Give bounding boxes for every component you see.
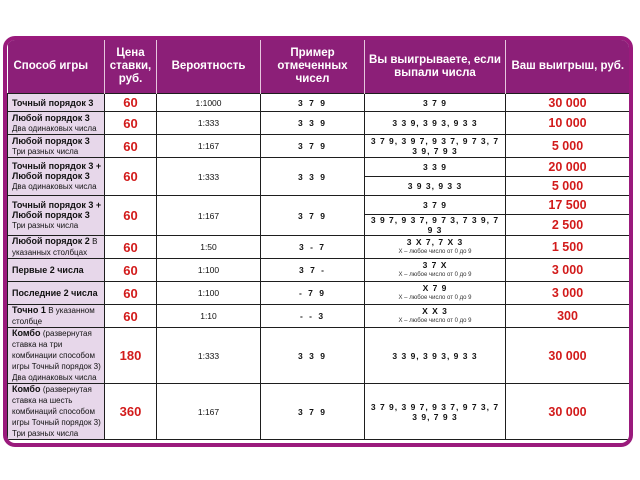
table-row bbox=[8, 135, 630, 158]
probability-cell: 1:333 bbox=[157, 158, 261, 196]
header-win-condition: Вы выигрываете, если выпали числа bbox=[365, 40, 506, 94]
price-cell: 60 bbox=[105, 236, 157, 259]
bet-table bbox=[7, 40, 630, 440]
win-numbers: 3 X 7, 7 X 3 bbox=[406, 237, 464, 247]
prize-cell: 17 500 bbox=[506, 196, 630, 215]
method-name: Точный порядок 3 + Любой порядок 3 bbox=[12, 200, 102, 220]
method-name: Точно 1 bbox=[12, 305, 46, 315]
win-cell bbox=[365, 177, 506, 196]
method-sub: В указанном столбце bbox=[12, 306, 95, 326]
win-numbers: X X 3 bbox=[422, 306, 448, 316]
prize-cell: 5 000 bbox=[506, 135, 630, 158]
prize-cell: 5 000 bbox=[506, 177, 630, 196]
method-cell bbox=[8, 259, 105, 282]
method-name: Комбо bbox=[12, 384, 41, 394]
probability-cell: 1:50 bbox=[157, 236, 261, 259]
prize-cell: 1 500 bbox=[506, 236, 630, 259]
method-name: Последние 2 числа bbox=[12, 288, 98, 298]
win-cell bbox=[365, 196, 506, 215]
win-note: X – любое число от 0 до 9 bbox=[398, 249, 472, 255]
price-cell: 60 bbox=[105, 305, 157, 328]
example-cell: - - 3 bbox=[261, 305, 365, 328]
table-row bbox=[8, 384, 630, 440]
example-cell: 3 7 9 bbox=[261, 135, 365, 158]
price-cell: 360 bbox=[105, 384, 157, 440]
method-name: Первые 2 числа bbox=[12, 265, 84, 275]
price-cell: 60 bbox=[105, 158, 157, 196]
example-cell: 3 3 9 bbox=[261, 328, 365, 384]
table-row bbox=[8, 158, 630, 177]
method-name: Любой порядок 3 bbox=[12, 135, 90, 146]
table-row bbox=[8, 94, 630, 112]
method-cell bbox=[8, 282, 105, 305]
example-cell: 3 7 9 bbox=[261, 384, 365, 440]
probability-cell: 1:167 bbox=[157, 135, 261, 158]
table-row bbox=[8, 259, 630, 282]
method-cell bbox=[8, 305, 105, 328]
method-sub: В указанных столбцах bbox=[12, 237, 98, 257]
header-row bbox=[8, 40, 630, 94]
win-cell bbox=[365, 384, 506, 440]
price-cell: 60 bbox=[105, 196, 157, 236]
price-cell: 60 bbox=[105, 135, 157, 158]
method-sub: (развернутая ставка на три комбинации способом игры Точный порядок 3) Два одинаковых числа bbox=[12, 329, 101, 382]
method-sub: Два одинаковых числа bbox=[12, 123, 97, 133]
prize-cell: 2 500 bbox=[506, 215, 630, 236]
method-name: Точный порядок 3 + Любой порядок 3 bbox=[12, 161, 102, 181]
table-row bbox=[8, 305, 630, 328]
win-cell bbox=[365, 282, 506, 305]
prize-cell: 3 000 bbox=[506, 282, 630, 305]
price-cell: 60 bbox=[105, 259, 157, 282]
method-name: Любой порядок 3 bbox=[12, 112, 90, 123]
example-cell: 3 3 9 bbox=[261, 112, 365, 135]
prize-cell: 20 000 bbox=[506, 158, 630, 177]
example-cell: - 7 9 bbox=[261, 282, 365, 305]
win-numbers: 3 9 7, 9 3 7, 9 7 3, 7 3 9, 7 9 3 bbox=[370, 215, 500, 235]
price-cell: 60 bbox=[105, 282, 157, 305]
example-cell: 3 7 - bbox=[261, 259, 365, 282]
header-method: Способ игры bbox=[8, 40, 105, 94]
example-cell: 3 7 9 bbox=[261, 196, 365, 236]
bet-table-frame bbox=[3, 36, 633, 447]
price-cell: 60 bbox=[105, 94, 157, 112]
table-row bbox=[8, 282, 630, 305]
method-cell bbox=[8, 158, 105, 196]
method-cell bbox=[8, 328, 105, 384]
win-note: X – любое число от 0 до 9 bbox=[398, 318, 472, 324]
method-cell bbox=[8, 196, 105, 236]
example-cell: 3 3 9 bbox=[261, 158, 365, 196]
method-sub: Три разных числа bbox=[12, 221, 79, 230]
win-cell bbox=[365, 158, 506, 177]
win-numbers: 3 7 X bbox=[422, 260, 448, 270]
method-cell bbox=[8, 94, 105, 112]
probability-cell: 1:167 bbox=[157, 196, 261, 236]
header-probability: Вероятность bbox=[157, 40, 261, 94]
probability-cell: 1:167 bbox=[157, 384, 261, 440]
header-example: Пример отмеченных чисел bbox=[261, 40, 365, 94]
method-cell bbox=[8, 112, 105, 135]
win-numbers: 3 7 9 bbox=[423, 200, 447, 210]
method-name: Любой порядок 2 bbox=[12, 236, 90, 246]
prize-cell: 30 000 bbox=[506, 94, 630, 112]
win-cell bbox=[365, 328, 506, 384]
method-sub: (развернутая ставка на шесть комбинаций способом игры Точный порядок 3) Три разных числа bbox=[12, 385, 101, 438]
prize-cell: 3 000 bbox=[506, 259, 630, 282]
probability-cell: 1:100 bbox=[157, 259, 261, 282]
probability-cell: 1:100 bbox=[157, 282, 261, 305]
win-cell bbox=[365, 215, 506, 236]
method-cell bbox=[8, 384, 105, 440]
win-numbers: 3 9 3, 9 3 3 bbox=[407, 181, 463, 191]
method-sub: Два одинаковых числа bbox=[12, 182, 97, 191]
method-name: Комбо bbox=[12, 328, 41, 338]
header-prize: Ваш выигрыш, руб. bbox=[506, 40, 630, 94]
price-cell: 60 bbox=[105, 112, 157, 135]
win-note: X – любое число от 0 до 9 bbox=[398, 295, 472, 301]
probability-cell: 1:10 bbox=[157, 305, 261, 328]
prize-cell: 30 000 bbox=[506, 384, 630, 440]
method-name: Точный порядок 3 bbox=[12, 97, 94, 108]
example-cell: 3 7 9 bbox=[261, 94, 365, 112]
win-cell bbox=[365, 236, 506, 259]
prize-cell: 30 000 bbox=[506, 328, 630, 384]
probability-cell: 1:333 bbox=[157, 328, 261, 384]
win-cell bbox=[365, 94, 506, 112]
win-note: X – любое число от 0 до 9 bbox=[398, 272, 472, 278]
probability-cell: 1:1000 bbox=[157, 94, 261, 112]
method-cell bbox=[8, 135, 105, 158]
method-sub: Три разных числа bbox=[12, 146, 79, 156]
win-cell bbox=[365, 112, 506, 135]
win-cell bbox=[365, 135, 506, 158]
win-numbers: 3 7 9, 3 9 7, 9 3 7, 9 7 3, 7 3 9, 7 9 3 bbox=[370, 136, 500, 156]
table-row bbox=[8, 196, 630, 215]
prize-cell: 10 000 bbox=[506, 112, 630, 135]
method-cell bbox=[8, 236, 105, 259]
win-numbers: 3 3 9, 3 9 3, 9 3 3 bbox=[392, 350, 478, 361]
example-cell: 3 - 7 bbox=[261, 236, 365, 259]
probability-cell: 1:333 bbox=[157, 112, 261, 135]
table-row bbox=[8, 328, 630, 384]
prize-cell: 300 bbox=[506, 305, 630, 328]
win-cell bbox=[365, 259, 506, 282]
win-numbers: X 7 9 bbox=[422, 283, 448, 293]
price-cell: 180 bbox=[105, 328, 157, 384]
win-numbers: 3 3 9 bbox=[423, 162, 447, 172]
win-numbers: 3 7 9 bbox=[423, 97, 447, 108]
table-row bbox=[8, 112, 630, 135]
win-numbers: 3 3 9, 3 9 3, 9 3 3 bbox=[392, 118, 478, 128]
table-row bbox=[8, 236, 630, 259]
win-cell bbox=[365, 305, 506, 328]
win-numbers: 3 7 9, 3 9 7, 9 3 7, 9 7 3, 7 3 9, 7 9 3 bbox=[370, 401, 500, 422]
header-price: Цена ставки, руб. bbox=[105, 40, 157, 94]
